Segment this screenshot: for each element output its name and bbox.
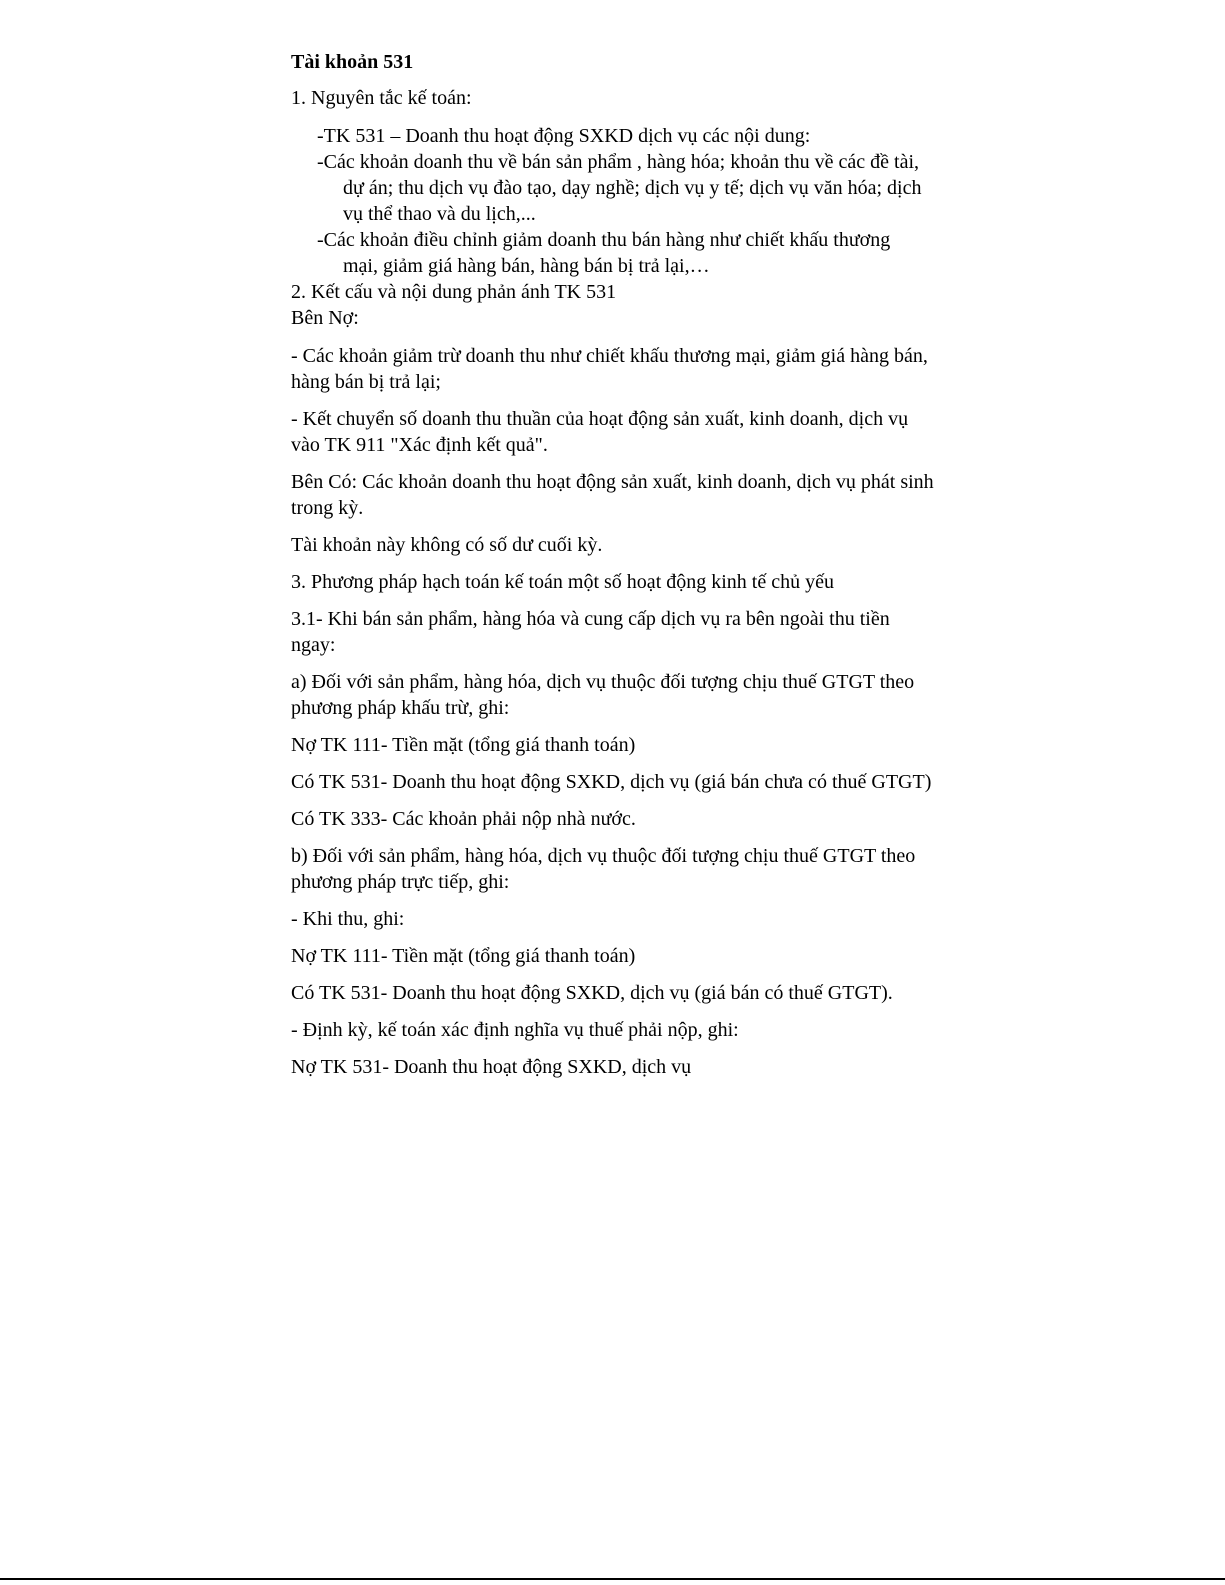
debit-item-2-line-2: vào TK 911 "Xác định kết quả". (291, 434, 548, 456)
case-b-credit-531: Có TK 531- Doanh thu hoạt động SXKD, dịch vụ (giá bán có thuế GTGT). (291, 982, 893, 1004)
case-a-credit-333: Có TK 333- Các khoản phải nộp nhà nước. (291, 808, 636, 830)
credit-side-line-2: trong kỳ. (291, 497, 364, 519)
principle-item-2-line-1: -Các khoản doanh thu về bán sản phẩm , hàng hóa; khoản thu về các đề tài, (317, 151, 920, 173)
case-b-debit-111: Nợ TK 111- Tiền mặt (tổng giá thanh toán) (291, 945, 636, 967)
principle-item-2-line-3: vụ thể thao và du lịch,... (343, 203, 536, 225)
principle-item-3-line-2: mại, giảm giá hàng bán, hàng bán bị trả lại,… (343, 255, 710, 277)
debit-item-1-line-1: - Các khoản giảm trừ doanh thu như chiết khấu thương mại, giảm giá hàng bán, (291, 345, 928, 367)
section-3-1-line-2: ngay: (291, 634, 336, 656)
principle-item-2-line-2: dự án; thu dịch vụ đào tạo, dạy nghề; dịch vụ y tế; dịch vụ văn hóa; dịch (343, 177, 922, 199)
document-page (291, 49, 971, 1080)
debit-side-label: Bên Nợ: (291, 307, 359, 329)
section-3-1-line-1: 3.1- Khi bán sản phẩm, hàng hóa và cung cấp dịch vụ ra bên ngoài thu tiền (291, 608, 890, 630)
case-b-periodic: - Định kỳ, kế toán xác định nghĩa vụ thuế phải nộp, ghi: (291, 1019, 739, 1041)
document-title: Tài khoản 531 (291, 51, 414, 73)
case-a-credit-531: Có TK 531- Doanh thu hoạt động SXKD, dịch vụ (giá bán chưa có thuế GTGT) (291, 771, 932, 793)
section-2-heading: 2. Kết cấu và nội dung phản ánh TK 531 (291, 281, 617, 303)
case-b-line-1: b) Đối với sản phẩm, hàng hóa, dịch vụ thuộc đối tượng chịu thuế GTGT theo (291, 845, 916, 867)
principle-item-1: -TK 531 – Doanh thu hoạt động SXKD dịch vụ các nội dung: (317, 125, 811, 147)
debit-item-1-line-2: hàng bán bị trả lại; (291, 371, 441, 393)
case-a-debit-111: Nợ TK 111- Tiền mặt (tổng giá thanh toán) (291, 734, 636, 756)
case-b-debit-531: Nợ TK 531- Doanh thu hoạt động SXKD, dịch vụ (291, 1056, 692, 1078)
case-a-line-1: a) Đối với sản phẩm, hàng hóa, dịch vụ thuộc đối tượng chịu thuế GTGT theo (291, 671, 915, 693)
section-3-heading: 3. Phương pháp hạch toán kế toán một số hoạt động kinh tế chủ yếu (291, 571, 834, 593)
credit-side-line-1: Bên Có: Các khoản doanh thu hoạt động sản xuất, kinh doanh, dịch vụ phát sinh (291, 471, 934, 493)
principle-item-3-line-1: -Các khoản điều chỉnh giảm doanh thu bán hàng như chiết khấu thương (317, 229, 891, 251)
no-balance-note: Tài khoản này không có số dư cuối kỳ. (291, 534, 603, 556)
case-b-line-2: phương pháp trực tiếp, ghi: (291, 871, 510, 893)
section-1-heading: 1. Nguyên tắc kế toán: (291, 87, 472, 109)
debit-item-2-line-1: - Kết chuyển số doanh thu thuần của hoạt động sản xuất, kinh doanh, dịch vụ (291, 408, 909, 430)
case-b-when-collect: - Khi thu, ghi: (291, 908, 405, 930)
case-a-line-2: phương pháp khấu trừ, ghi: (291, 697, 510, 719)
page-bottom-border (0, 1578, 1225, 1580)
